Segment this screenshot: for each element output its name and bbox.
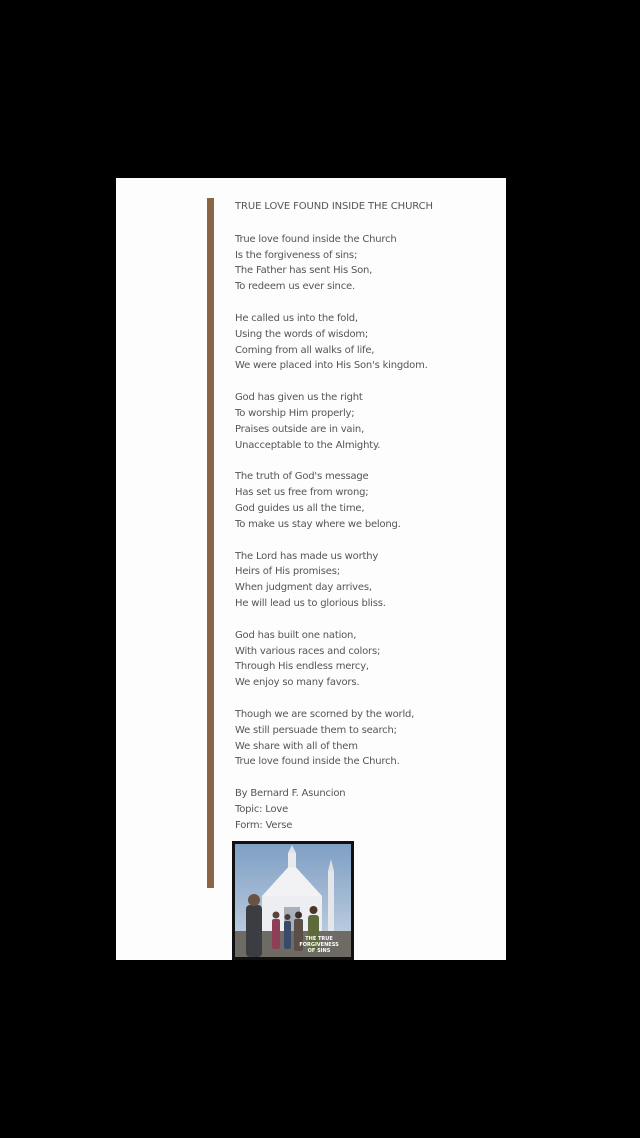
poem-topic: Topic: Love	[235, 803, 289, 815]
poem-line: Through His endless mercy,	[235, 661, 369, 673]
poem-line: True love found inside the Church.	[235, 756, 400, 768]
poem-line: We were placed into His Son's kingdom.	[235, 360, 428, 372]
church-cover-image	[232, 841, 354, 960]
stanza-2	[235, 311, 495, 374]
poem-line: We still persuade them to search;	[235, 724, 397, 736]
cover-caption-line: FORGIVENESS	[299, 942, 339, 948]
poem-line: God has given us the right	[235, 392, 363, 404]
poem-line: Unacceptable to the Almighty.	[235, 439, 381, 451]
poem-form: Form: Verse	[235, 819, 293, 831]
stanza-7	[235, 707, 495, 770]
poem-line: The Lord has made us worthy	[235, 550, 379, 562]
poem-line: To worship Him properly;	[235, 407, 355, 419]
stanza-1	[235, 232, 495, 295]
poem-body	[235, 199, 495, 834]
stanza-5	[235, 549, 495, 612]
poem-line: To redeem us ever since.	[235, 281, 355, 293]
poem-line: Heirs of His promises;	[235, 566, 340, 578]
poem-line: God guides us all the time,	[235, 502, 365, 514]
poem-author: By Bernard F. Asuncion	[235, 788, 346, 800]
poem-line: Has set us free from wrong;	[235, 487, 369, 499]
poem-line: Though we are scorned by the world,	[235, 708, 415, 720]
stanza-3	[235, 390, 495, 453]
cover-caption-line: OF SINS	[307, 948, 331, 954]
poem-metadata	[235, 786, 495, 833]
cover-caption-line: THE TRUE	[305, 936, 333, 942]
poem-line: When judgment day arrives,	[235, 582, 372, 594]
poem-line: Using the words of wisdom;	[235, 328, 369, 340]
poem-line: Coming from all walks of life,	[235, 344, 375, 356]
poem-line: We share with all of them	[235, 740, 358, 752]
stanza-6	[235, 628, 495, 691]
poem-line: We enjoy so many favors.	[235, 677, 360, 689]
poem-line: With various races and colors;	[235, 645, 381, 657]
poem-line: The Father has sent His Son,	[235, 265, 373, 277]
poem-line: The truth of God's message	[235, 471, 369, 483]
poem-line: To make us stay where we belong.	[235, 518, 401, 530]
poem-line: True love found inside the Church	[235, 233, 397, 245]
poem-title: TRUE LOVE FOUND INSIDE THE CHURCH	[235, 201, 433, 212]
poem-line: God has built one nation,	[235, 629, 357, 641]
poem-page	[116, 178, 506, 960]
poem-line: Is the forgiveness of sins;	[235, 249, 358, 261]
poem-line: He called us into the fold,	[235, 312, 358, 324]
poem-line: He will lead us to glorious bliss.	[235, 597, 386, 609]
poem-line: Praises outside are in vain,	[235, 423, 365, 435]
cover-caption	[292, 936, 346, 954]
stanza-4	[235, 469, 495, 532]
vertical-accent-rule	[207, 198, 214, 888]
